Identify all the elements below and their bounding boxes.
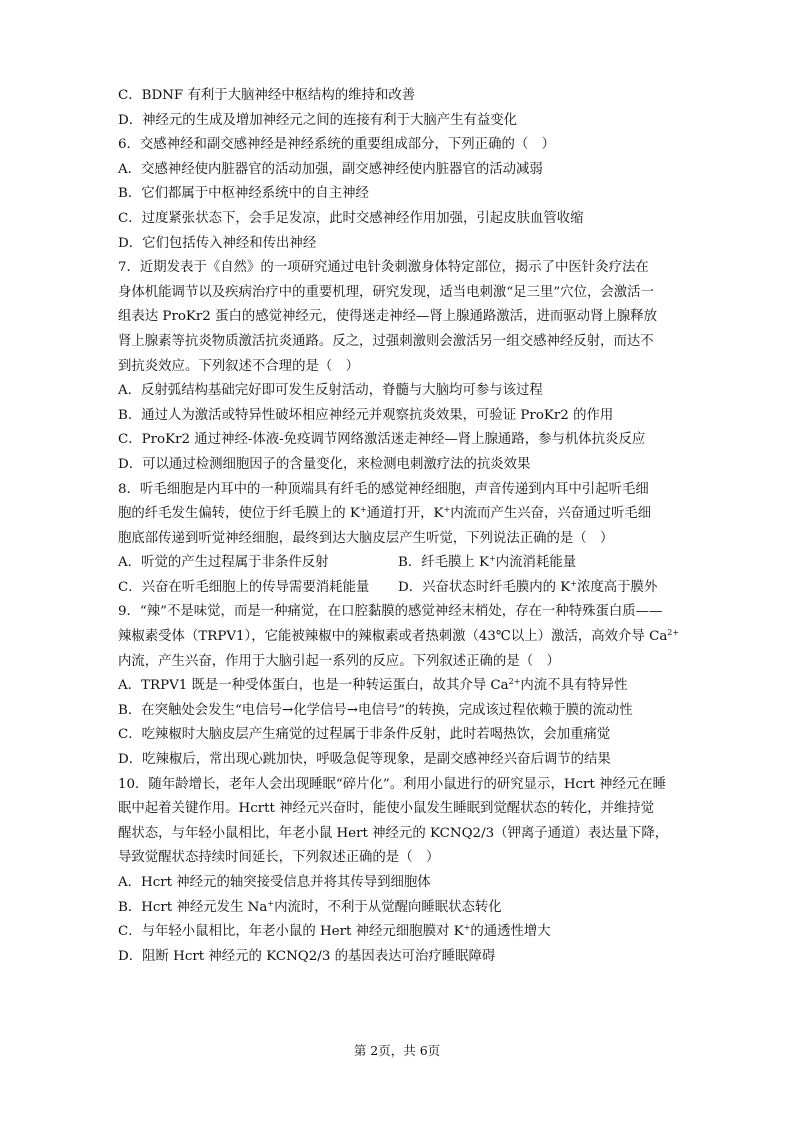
question-7-option-a: A．反射弧结构基础完好即可发生反射活动，脊髓与大脑均可参与该过程 — [118, 383, 543, 399]
question-10-option-c: C．与年轻小鼠相比，年老小鼠的 Hert 神经元细胞膜对 K+的通透性增大 — [118, 923, 551, 940]
question-10-stem: 10．随年龄增长，老年人会出现睡眠“碎片化”。利用小鼠进行的研究显示，Hcrt 神经元在睡 — [118, 776, 667, 792]
question-7-option-d: D．可以通过检测细胞因子的含量变化，来检测电刺激疗法的抗炎效果 — [118, 456, 531, 472]
question-8-stem: 8．听毛细胞是内耳中的一种顶端具有纤毛的感觉神经细胞，声音传递到内耳中引起听毛细 — [118, 481, 649, 497]
question-7-stem: 7．近期发表于《自然》的一项研究通过电针灸刺激身体特定部位，揭示了中医针灸疗法在 — [118, 260, 649, 276]
question-9-stem: 内流，产生兴奋，作用于大脑引起一系列的反应。下列叙述正确的是（ ） — [118, 653, 560, 669]
question-9-option-c: C．吃辣椒时大脑皮层产生痛觉的过程属于非条件反射，此时若喝热饮，会加重痛觉 — [118, 727, 611, 743]
question-8-options-row — [118, 551, 678, 576]
question-10-stem: 眠中起着关键作用。Hcrtt 神经元兴奋时，能使小鼠发生睡眠到觉醒状态的转化，并维持觉 — [118, 801, 655, 817]
question-6-option-d: D．它们包括传入神经和传出神经 — [118, 235, 317, 251]
question-9-option-d: D．吃辣椒后，常出现心跳加快，呼吸急促等现象，是副交感神经兴奋后调节的结果 — [118, 752, 611, 768]
question-9-option-a: A．TRPV1 既是一种受体蛋白，也是一种转运蛋白，故其介导 $Ca^{2+}$内流不具有特异性 — [118, 677, 628, 694]
question-8-option-b: B．纤毛膜上 K+内流消耗能量 — [398, 554, 577, 571]
question-7-stem: 身体机能调节以及疾病治疗中的重要机理，研究发现，适当电刺激“足三里”穴位，会激活一 — [118, 284, 654, 300]
question-7-option-b: B．通过人为激活或特异性破坏相应神经元并观察抗炎效果，可验证 ProKr2 的作用 — [118, 407, 614, 423]
page-content — [118, 84, 678, 969]
question-8-option-a: A．听觉的产生过程属于非条件反射 — [118, 555, 329, 571]
question-10-option-d: D．阻断 Hcrt 神经元的 KCNQ2/3 的基因表达可治疗睡眠障碍 — [118, 948, 496, 964]
question-6-option-a: A．交感神经使内脏器官的活动加强，副交感神经使内脏器官的活动减弱 — [118, 161, 543, 177]
question-6-option-b: B．它们都属于中枢神经系统中的自主神经 — [118, 186, 369, 202]
question-10-stem: 导致觉醒状态持续时间延长，下列叙述正确的是（ ） — [118, 850, 440, 866]
question-9-option-b: B．在突触处会发生“电信号→化学信号→电信号”的转换，完成该过程依赖于膜的流动性 — [118, 702, 633, 718]
question-7-stem: 到抗炎效应。下列叙述不合理的是（ ） — [118, 358, 360, 374]
question-7-stem: 肾上腺素等抗炎物质激活抗炎通路。反之，过强刺激则会激活另一组交感神经反射，而达不 — [118, 333, 654, 349]
question-9-stem: 辣椒素受体（TRPV1），它能被辣椒中的辣椒素或者热刺激（43℃以上）激活，高效介导 $Ca^{2+}$ — [118, 628, 680, 645]
question-9-stem: 9．“辣”不是味觉，而是一种痛觉，在口腔黏膜的感觉神经末梢处，存在一种特殊蛋白质—— — [118, 604, 663, 620]
text-line: D．神经元的生成及增加神经元之间的连接有利于大脑产生有益变化 — [118, 112, 518, 128]
question-6-stem: 6．交感神经和副交感神经是神经系统的重要组成部分，下列正确的（ ） — [118, 137, 556, 153]
question-7-option-c: C．ProKr2 通过神经-体液-免疫调节网络激活迷走神经—肾上腺通路，参与机体抗炎反应 — [118, 432, 646, 448]
page-number-footer: 第 2页，共 6页 — [353, 1043, 441, 1058]
text-line: C．BDNF 有利于大脑神经中枢结构的维持和改善 — [118, 88, 416, 103]
question-10-stem: 醒状态，与年轻小鼠相比，年老小鼠 Hert 神经元的 KCNQ2/3（钾离子通道）表达量下降， — [118, 825, 669, 841]
question-8-stem: 胞的纤毛发生偏转，使位于纤毛膜上的 K+通道打开，K+内流而产生兴奋，兴奋通过听毛细 — [118, 505, 652, 522]
question-6-option-c: C．过度紧张状态下，会手足发凉，此时交感神经作用加强，引起皮肤血管收缩 — [118, 210, 584, 226]
question-8-options-row — [118, 576, 678, 601]
question-7-stem: 组表达 ProKr2 蛋白的感觉神经元，使得迷走神经—肾上腺通路激活，进而驱动肾上腺释放 — [118, 309, 657, 325]
question-8-option-c: C．兴奋在听毛细胞上的传导需要消耗能量 — [118, 579, 370, 595]
question-10-option-b: B．Hcrt 神经元发生 Na+内流时，不利于从觉醒向睡眠状态转化 — [118, 898, 502, 915]
question-10-option-a: A．Hcrt 神经元的轴突接受信息并将其传导到细胞体 — [118, 875, 431, 890]
question-8-stem: 胞底部传递到听觉神经细胞，最终到达大脑皮层产生听觉，下列说法正确的是（ ） — [118, 530, 614, 546]
question-8-option-d: D．兴奋状态时纤毛膜内的 K+浓度高于膜外 — [398, 578, 658, 595]
